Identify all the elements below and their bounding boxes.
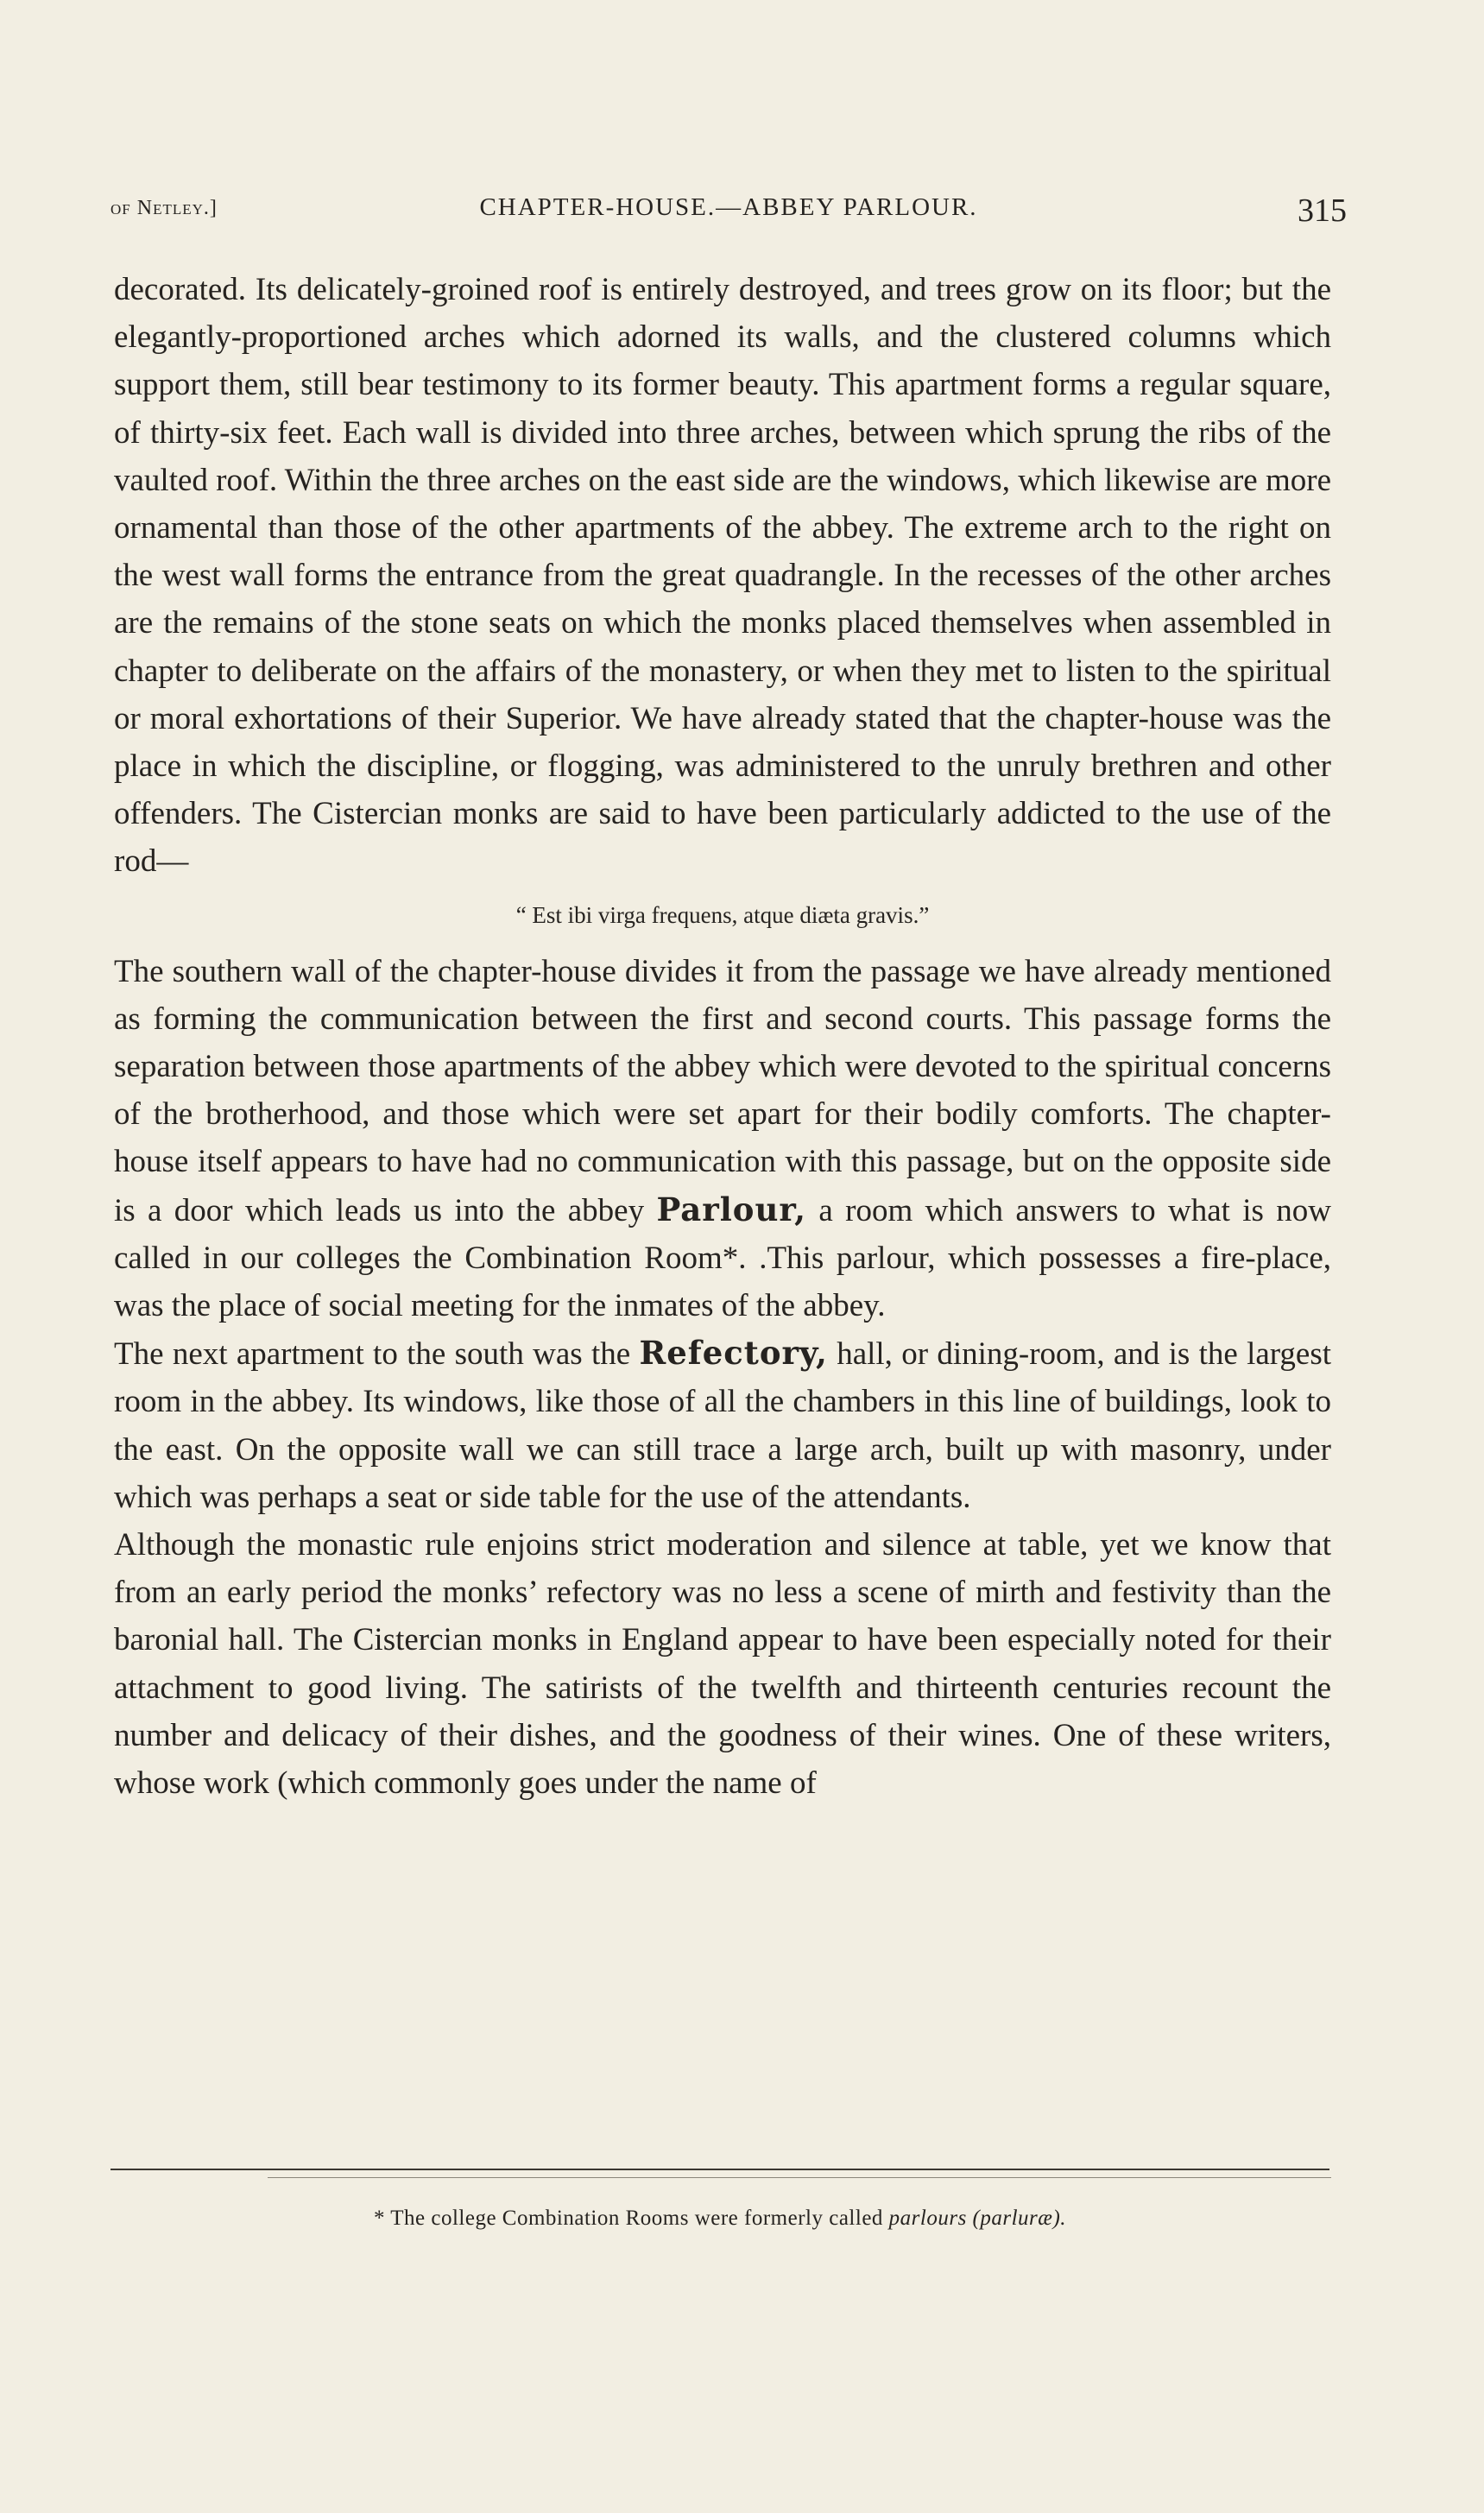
- paragraph-3-text-b: hall, or dining-room, and is the largest room in the abbey. Its windows, like those of all the chambers in this line of buildings, look to the east. On the opposite wall we can still trace a large arch, built up with masonry, under which was perhaps a seat or side table for the use of the attendants.: [114, 1336, 1332, 1515]
- footnote-rule: [111, 2169, 1329, 2170]
- paragraph-1: decorated. Its delicately-groined roof is entirely destroyed, and trees grow on its floor; but the elegantly-proportioned arches which adorned its walls, and the clustered columns which support them, still bear testimony to its former beauty. This apartment forms a regular square, of thirty-six feet. Each wall is divided into three arches, between which sprung the ribs of the vaulted roof. Within the three arches on the east side are the windows, which likewise are more ornamental than those of the other apartments of the abbey. The extreme arch to the right on the west wall forms the entrance from the great quadrangle. In the recesses of the other arches are the remains of the stone seats on which the monks placed themselves when assembled in chapter to deliberate on the affairs of the monastery, or when they met to listen to the spiritual or moral exhortations of their Superior. We have already stated that the chapter-house was the place in which the discipline, or flogging, was administered to the unruly brethren and other offenders. The Cistercian monks are said to have been particularly addicted to the use of the rod—: [114, 272, 1331, 880]
- footnote-text: * The college Combination Rooms were formerly called: [373, 2207, 883, 2230]
- paragraph-2-text-a: The southern wall of the chapter-house divides it from the passage we have already mentioned as forming the communication between the first and second courts. This passage forms the separation between those apartments of the abbey which were devoted to the spiritual concerns of the brotherhood, and those which were set apart for their bodily comforts. The chapter-house itself appears to have had no communication with this passage, but on the opposite side is a door which leads us into the abbey: [114, 953, 1331, 1228]
- paragraph-3: [114, 1329, 1331, 1521]
- latin-quote: “ Est ibi virga frequens, atque diæta gravis.”: [515, 901, 930, 928]
- page-number: 315: [1298, 193, 1347, 229]
- footnote: [111, 2207, 1329, 2231]
- header-title: CHAPTER-HOUSE.—ABBEY PARLOUR.: [479, 193, 978, 221]
- header-left: of Netley.]: [111, 197, 218, 219]
- footnote-italic: parlours (parluræ).: [888, 2207, 1067, 2230]
- body-text: [114, 266, 1331, 1807]
- running-header: [111, 188, 1347, 240]
- blackletter-refectory: Refectory,: [639, 1334, 828, 1373]
- footnote-rule-secondary: [268, 2177, 1331, 2178]
- paragraph-2: [114, 948, 1331, 1330]
- paragraph-3-text-a: The next apartment to the south was the: [114, 1336, 631, 1373]
- paragraph-2-text-b: a room which answers to what is now called in our colleges the Combination Room*. .This parlour, which possesses a fire-place, was the place of social meeting for the inmates of the abbey.: [114, 1192, 1332, 1324]
- blackletter-parlour: Parlour,: [656, 1190, 807, 1228]
- paragraph-4: Although the monastic rule enjoins strict moderation and silence at table, yet we know that from an early period the monks’ refectory was no less a scene of mirth and festivity than the baronial hall. The Cistercian monks in England appear to have been especially noted for their attachment to good living. The satirists of the twelfth and thirteenth centuries recount the number and delicacy of their dishes, and the goodness of their wines. One of these writers, whose work (which commonly goes under the name of: [114, 1527, 1331, 1802]
